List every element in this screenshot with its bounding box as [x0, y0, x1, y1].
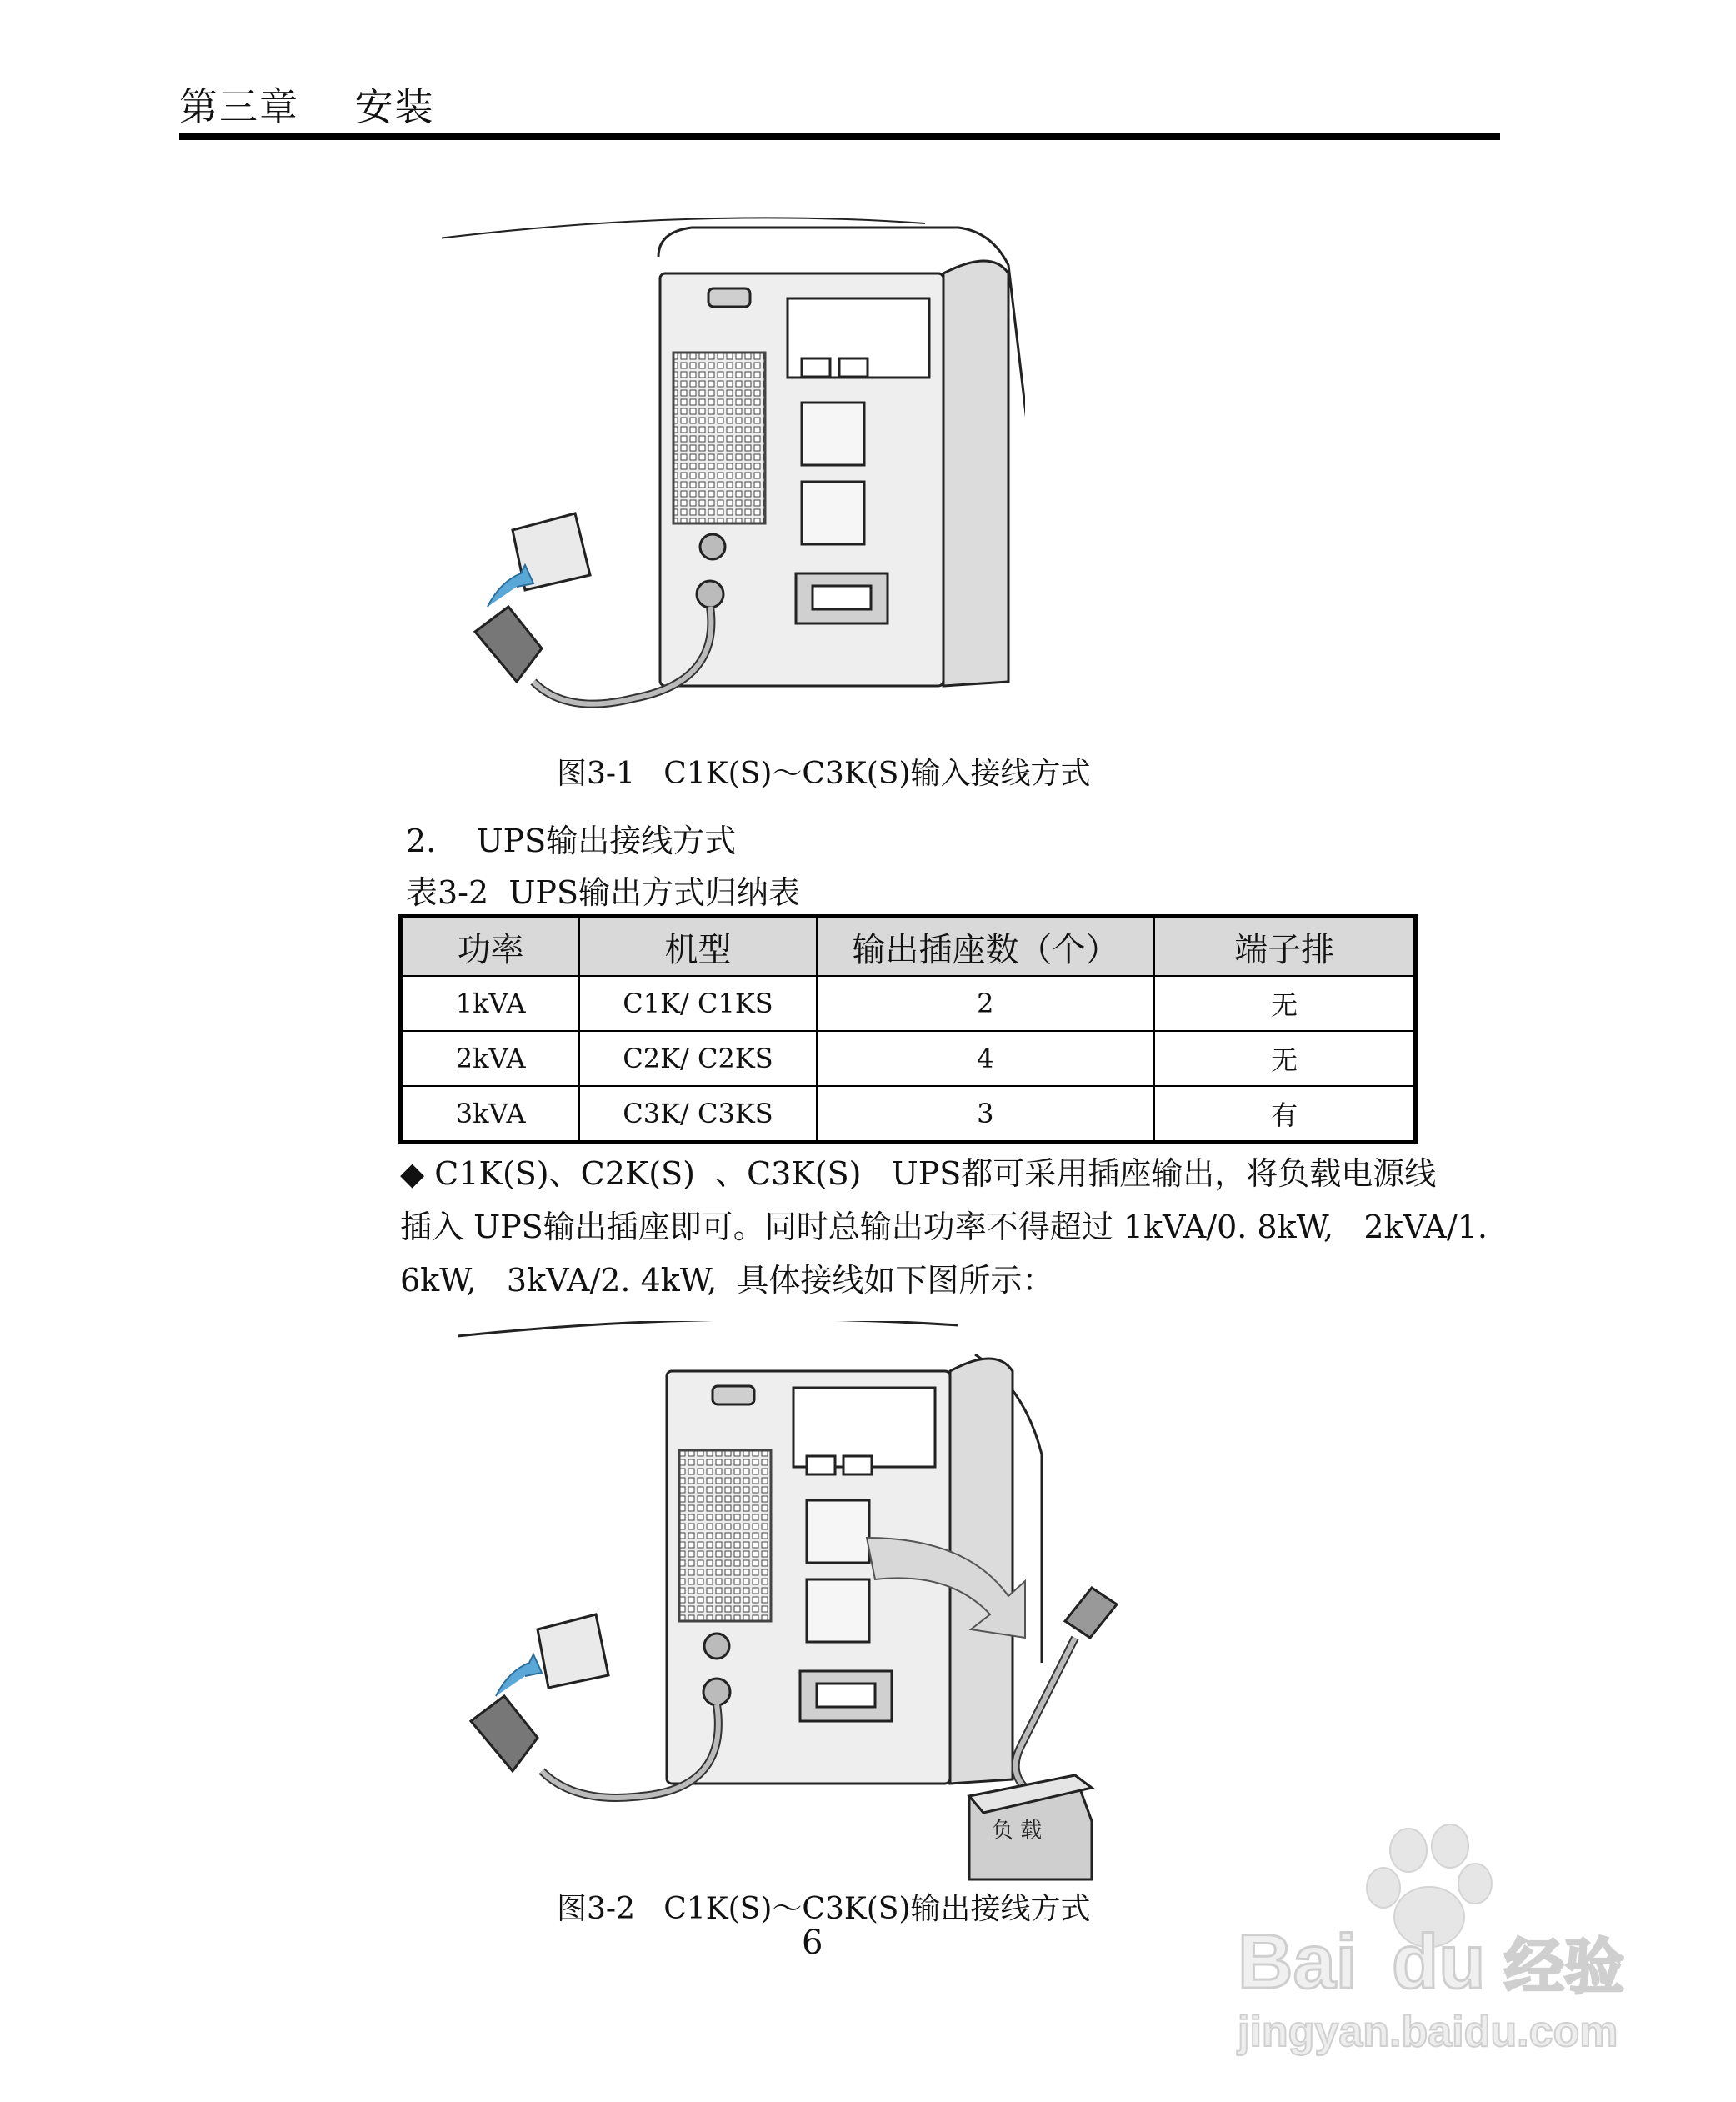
header-model: 机型: [579, 917, 816, 977]
figure1-caption: 图3-1 C1K(S)～C3K(S)输入接线方式: [557, 757, 1091, 791]
section-heading: 2. UPS输出接线方式: [406, 823, 737, 859]
paragraph-line-1: ◆ C1K(S)、C2K(S) 、C3K(S) UPS都可采用插座输出，将负载电源线: [400, 1155, 1437, 1192]
svg-text:jingyan.baidu.com: jingyan.baidu.com: [1238, 2008, 1618, 2056]
header-rule: [179, 133, 1500, 140]
cell-outlet-count: 2: [817, 976, 1155, 1031]
table-row: [401, 976, 1416, 1031]
cell-model: C3K/ C3KS: [579, 1086, 816, 1143]
chapter-title: 第三章 安装: [179, 84, 435, 129]
cell-outlet-count: 4: [817, 1031, 1155, 1086]
header-terminal-block: 端子排: [1154, 917, 1415, 977]
cell-outlet-count: 3: [817, 1086, 1155, 1143]
paragraph-line-2: 插入 UPS输出插座即可。同时总输出功率不得超过 1kVA/0. 8kW, 2kVA/1.: [400, 1209, 1488, 1245]
svg-text:经验: 经验: [1504, 1932, 1625, 2002]
table-row: [401, 1031, 1416, 1086]
svg-text:Bai: Bai: [1238, 1919, 1358, 2004]
header-power: 功率: [401, 917, 580, 977]
paragraph-line-3: 6kW, 3kVA/2. 4kW, 具体接线如下图所示：: [400, 1262, 1054, 1299]
table-caption: 表3-2 UPS输出方式归纳表: [406, 874, 800, 911]
baidu-jingyan-watermark-logo: [1229, 1817, 1663, 2059]
cell-power: 3kVA: [401, 1086, 580, 1143]
header-outlet-count: 输出插座数（个）: [817, 917, 1155, 977]
figure2-caption: 图3-2 C1K(S)～C3K(S)输出接线方式: [557, 1892, 1091, 1926]
cell-model: C1K/ C1KS: [579, 976, 816, 1031]
cell-terminal-block: 无: [1154, 976, 1415, 1031]
cell-power: 2kVA: [401, 1031, 580, 1086]
figure-ups-output-wiring: [458, 1321, 1125, 1888]
cell-power: 1kVA: [401, 976, 580, 1031]
figure-ups-input-wiring: [442, 215, 1025, 740]
cell-terminal-block: 无: [1154, 1031, 1415, 1086]
cell-terminal-block: 有: [1154, 1086, 1415, 1143]
cell-model: C2K/ C2KS: [579, 1031, 816, 1086]
load-box-label: 负 载: [992, 1819, 1043, 1844]
table-header-row: [401, 917, 1416, 977]
output-summary-table: [398, 914, 1418, 1144]
page-number: 6: [802, 1924, 823, 1962]
table-row: [401, 1086, 1416, 1143]
svg-text:du: du: [1392, 1919, 1486, 2004]
